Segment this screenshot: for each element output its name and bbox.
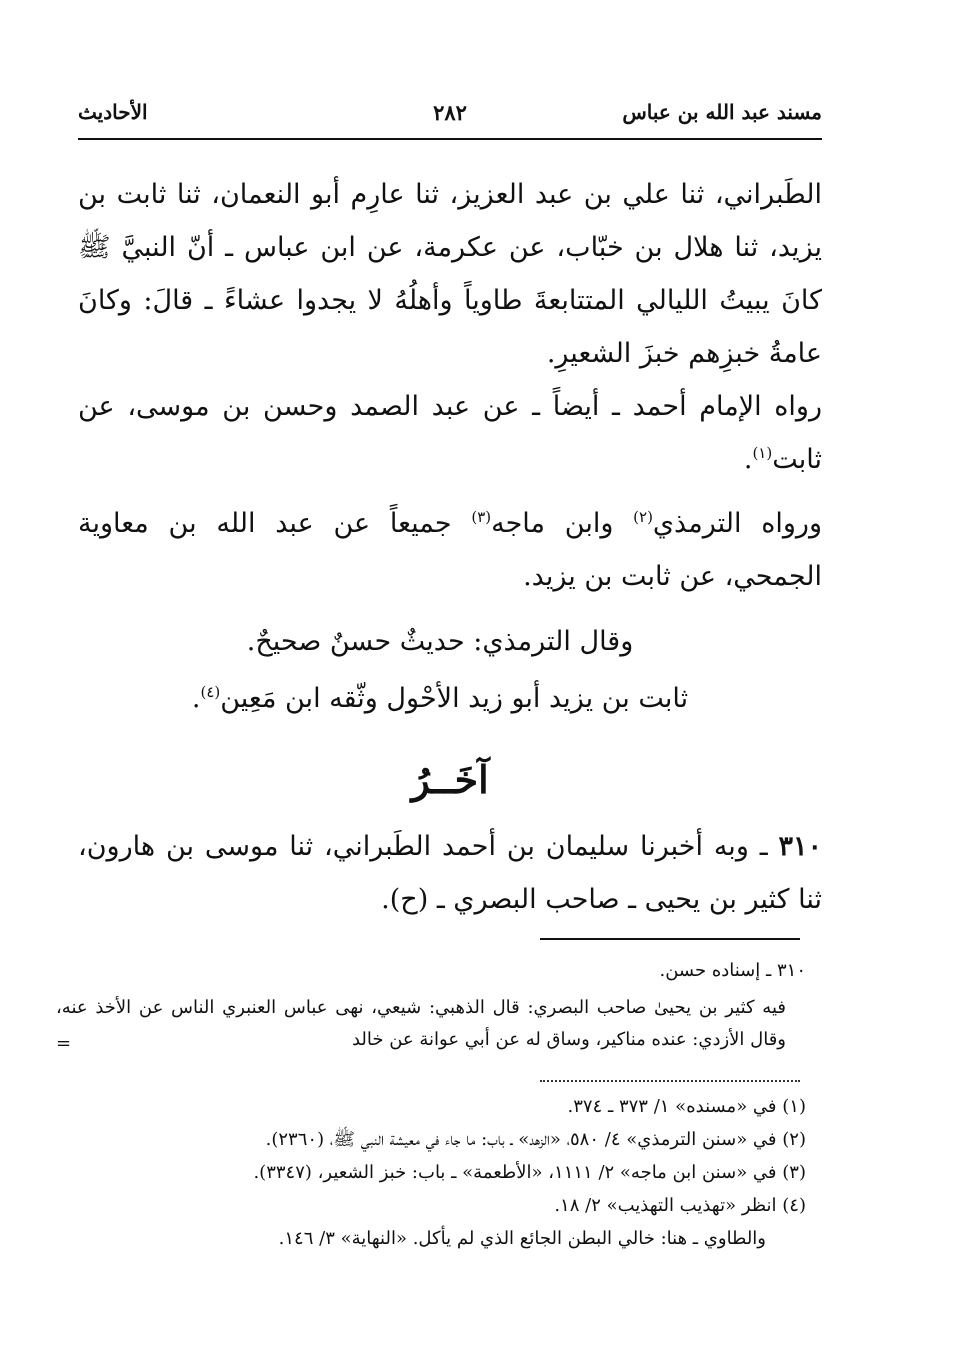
hadith-310 xyxy=(78,820,822,926)
narrator-note xyxy=(78,672,822,725)
paragraph-tirmidhi-c: جميعاً عن عبد الله بن معاوية الجمحي، عن ثابت بن يزيد. xyxy=(78,508,822,592)
footnote-1: (١) في «مسنده» ١/ ٣٧٣ ـ ٣٧٤. xyxy=(567,1096,806,1117)
dotted-separator xyxy=(540,1080,800,1082)
takhrij-note-heading: ٣١٠ ـ إسناده حسن. xyxy=(659,960,806,981)
footnote-ref-3: (٣) xyxy=(471,508,492,526)
running-title: مسند عبد الله بن عباس xyxy=(622,100,822,124)
tirmidhi-grading: وقال الترمذي: حديثٌ حسنٌ صحيحٌ. xyxy=(246,626,634,657)
header-rule xyxy=(78,138,822,140)
paragraph-ahmad-text: رواه الإمام أحمد ـ أيضاً ـ عن عبد الصمد وحسن بن موسى، عن ثابت xyxy=(78,391,822,475)
takhrij-note-body: فيه كثير بن يحيىٰ صاحب البصري: قال الذهبي: شيعي، نهى عباس العنبري الناس عن الأخذ عنه، وقال الأزدي: عنده مناكير، وساق له عن أبي عوانة عن خالد xyxy=(56,997,786,1050)
hadith-number: ٣١٠ xyxy=(778,831,822,862)
paragraph-tirmidhi-b: وابن ماجه xyxy=(491,508,634,539)
paragraph-tirmidhi xyxy=(78,497,822,603)
paragraph-ahmad xyxy=(78,380,822,486)
footnote-ref-4: (٤) xyxy=(200,683,221,701)
section-title: آخَــرُ xyxy=(411,757,489,802)
footnote-3: (٣) في «سنن ابن ماجه» ٢/ ١١١١، «الأطعمة» ـ باب: خبز الشعير، (٣٣٤٧). xyxy=(253,1162,806,1183)
footnote-4-continued: والطاوي ـ هنا: خالي البطن الجائع الذي لم يأكل. «النهاية» ٣/ ١٤٦. xyxy=(278,1228,766,1249)
footnote-ref-1: (١) xyxy=(752,444,773,462)
section-name: الأحاديث xyxy=(78,100,148,124)
footnote-list xyxy=(56,1090,826,1255)
footnote-ref-2: (٢) xyxy=(633,508,653,526)
paragraph-ahmad-end: . xyxy=(743,444,753,475)
footnote-2: (٢) في «سنن الترمذي» ٤/ ٥٨٠، «الزهد» ـ باب: ما جاء في معيشة النبي ﷺ، (٢٣٦٠). xyxy=(265,1129,806,1150)
page-header xyxy=(78,100,822,132)
paragraph-tirmidhi-a: ورواه الترمذي xyxy=(652,508,822,539)
narrator-note-end: . xyxy=(191,683,201,714)
continuation-mark: = xyxy=(56,1033,72,1054)
footnote-separator xyxy=(540,938,800,940)
paragraph-isnad: الطَبراني، ثنا علي بن عبد العزيز، ثنا عارِم أبو النعمان، ثنا ثابت بن يزيد، ثنا هلال بن خبّاب، عن عكرمة، عن ابن عباس ـ أنّ النبيَّ ﷺ كانَ يبيتُ الليالي المتتابعةَ طاوياً وأهلُهُ لا يجدوا عشاءً ـ قالَ: وكانَ عامةُ خبزِهم خبزَ الشعيرِ. xyxy=(78,179,822,369)
hadith-310-text: ـ وبه أخبرنا سليمان بن أحمد الطَبراني، ثنا موسى بن هارون، ثنا كثير بن يحيى ـ صاحب البصري ـ (ح). xyxy=(78,831,822,915)
footnote-4: (٤) انظر «تهذيب التهذيب» ٢/ ١٨. xyxy=(554,1195,806,1216)
page-number: ٢٨٢ xyxy=(433,100,467,125)
narrator-note-text: ثابت بن يزيد أبو زيد الأحْول وثّقه ابن مَعِين xyxy=(220,683,689,714)
